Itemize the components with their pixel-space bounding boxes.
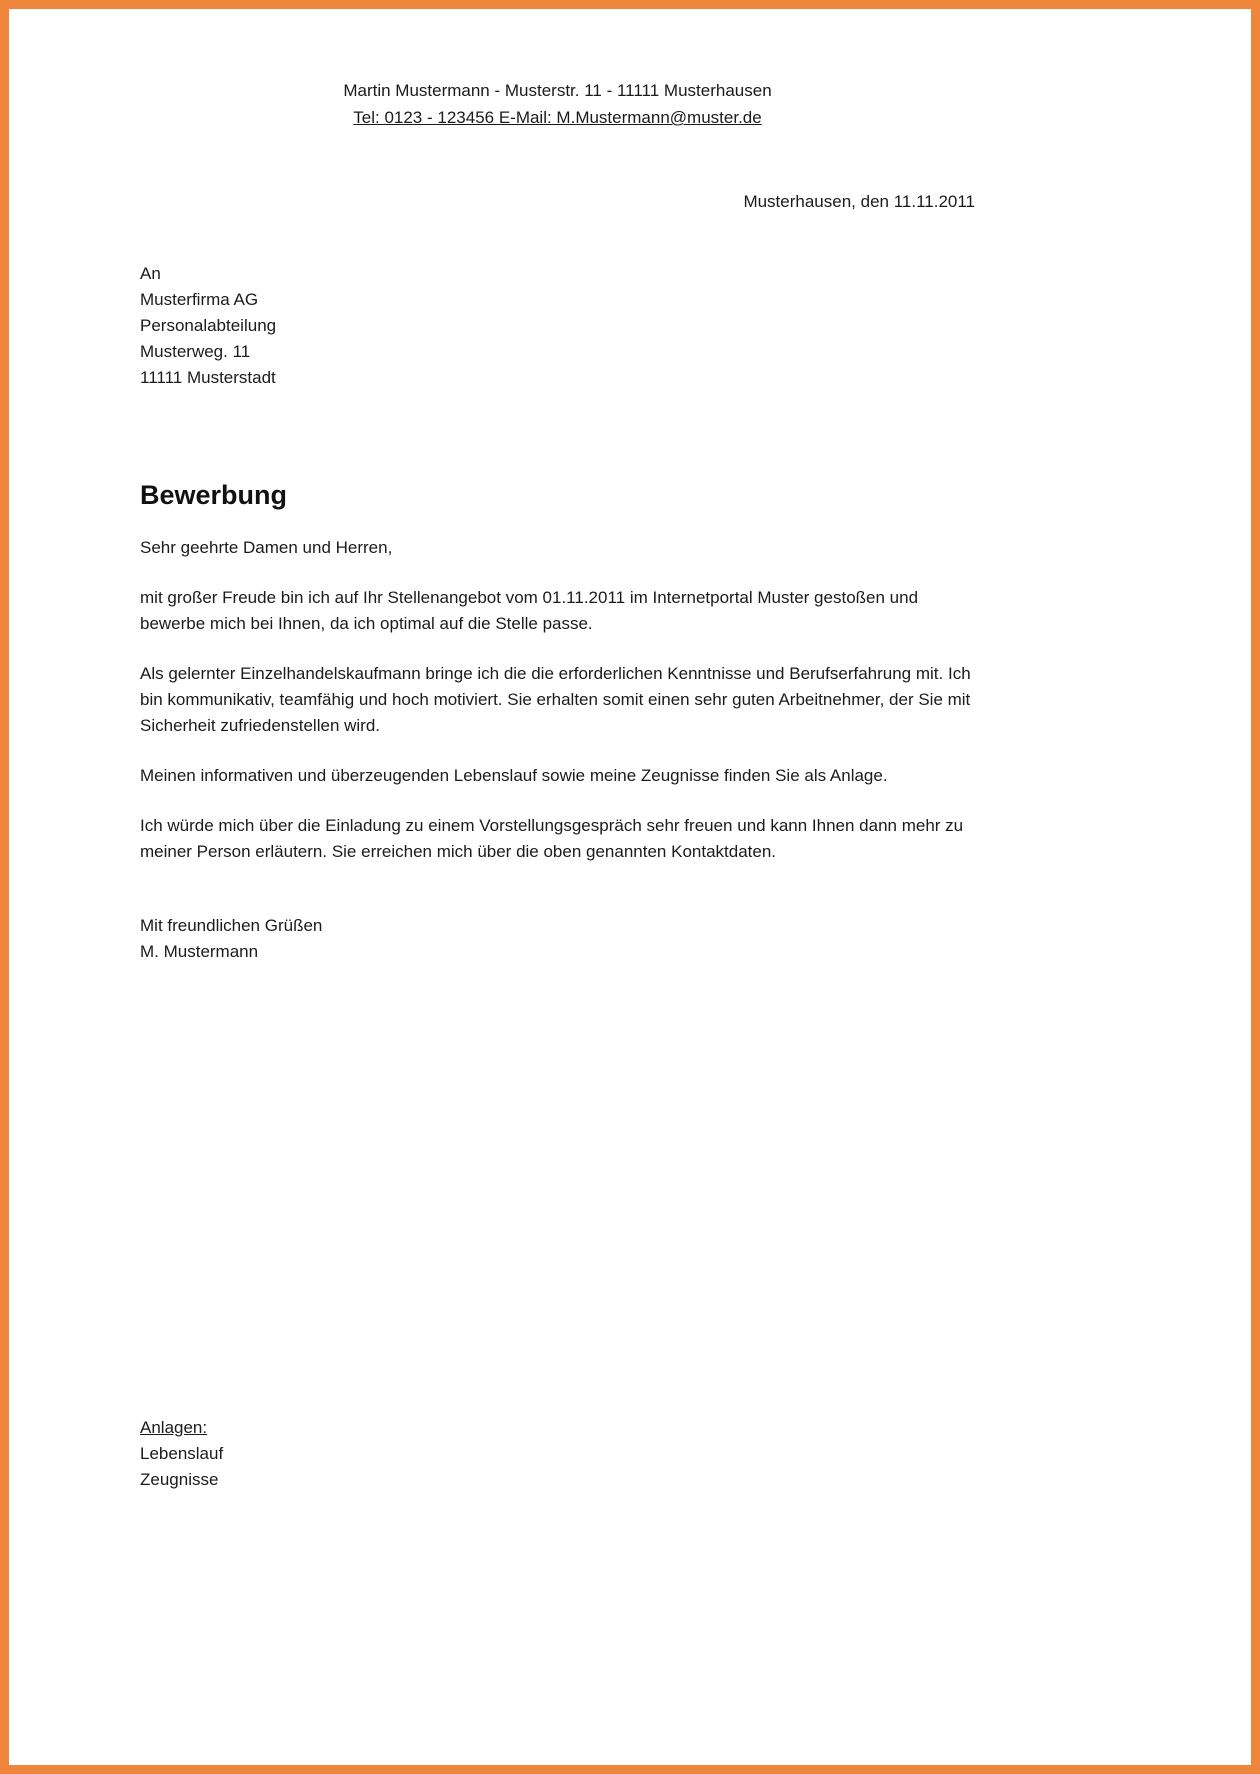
subject-title: Bewerbung xyxy=(140,480,288,510)
letter-content xyxy=(140,77,975,965)
sender-contact-line: Tel: 0123 - 123456 E-Mail: M.Mustermann@muster.de xyxy=(353,108,762,127)
body-paragraph: Meinen informativen und überzeugenden Lebenslauf sowie meine Zeugnisse finden Sie als Anlage. xyxy=(140,766,888,785)
attachment-item: Zeugnisse xyxy=(140,1470,219,1489)
recipient-line: Musterweg. 11 xyxy=(140,342,251,361)
body-paragraph: Ich würde mich über die Einladung zu einem Vorstellungsgespräch sehr freuen und kann Ihnen dann mehr zu meiner Person erläutern. Sie erreichen mich über die oben genannten Kontaktdaten. xyxy=(140,816,964,861)
signature-name: M. Mustermann xyxy=(140,942,259,961)
recipient-line: Personalabteilung xyxy=(140,316,277,335)
recipient-line: Musterfirma AG xyxy=(140,290,259,309)
sender-address-line: Martin Mustermann - Musterstr. 11 - 11111 Musterhausen xyxy=(343,81,772,100)
closing-regards: Mit freundlichen Grüßen xyxy=(140,916,323,935)
attachments-block xyxy=(140,1415,223,1493)
recipient-line: 11111 Musterstadt xyxy=(140,368,276,387)
recipient-address xyxy=(140,261,975,391)
sender-header xyxy=(140,77,975,131)
date-line: Musterhausen, den 11.11.2011 xyxy=(743,192,975,211)
body-paragraph: Als gelernter Einzelhandelskaufmann bringe ich die die erforderlichen Kenntnisse und Berufserfahrung mit. Ich bin kommunikativ, teamfähig und hoch motiviert. Sie erhalten somit einen sehr guten Arbeitnehmer, der Sie mit Sicherheit zufriedenstellen wird. xyxy=(140,664,971,735)
attachments-label: Anlagen: xyxy=(140,1418,208,1437)
attachment-item: Lebenslauf xyxy=(140,1444,224,1463)
recipient-line: An xyxy=(140,264,161,283)
closing-block xyxy=(140,913,975,965)
salutation: Sehr geehrte Damen und Herren, xyxy=(140,538,393,557)
body-paragraph: mit großer Freude bin ich auf Ihr Stellenangebot vom 01.11.2011 im Internetportal Muster gestoßen und bewerbe mich bei Ihnen, da ich optimal auf die Stelle passe. xyxy=(140,588,919,633)
